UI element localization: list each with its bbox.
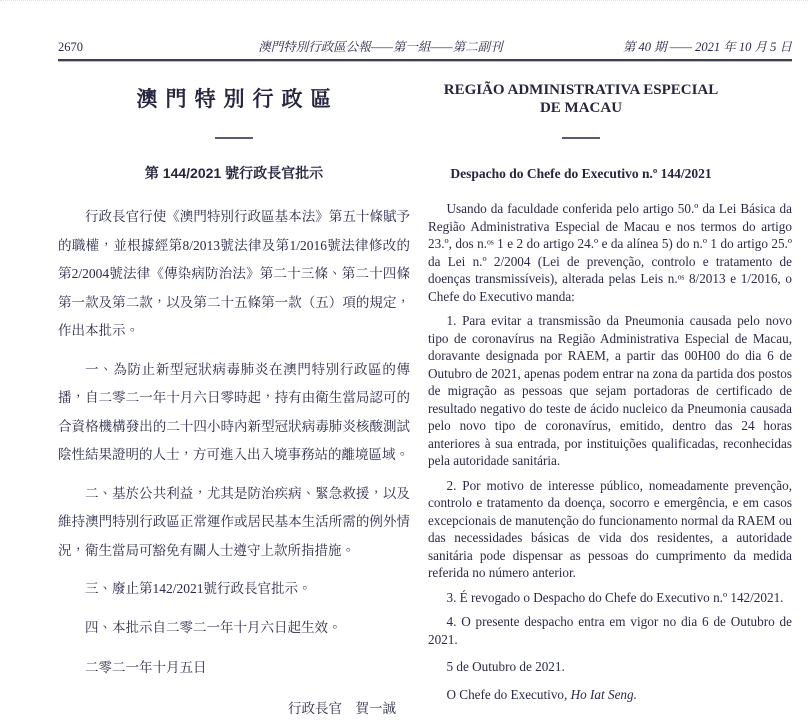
signature-pt: [428, 686, 792, 704]
paragraph-pt-preamble: Usando da faculdade conferida pelo artigo 50.º da Lei Básica da Região Administrativa Especial de Macau e nos termos do artigo 23.º, dos n.ᵒˢ 1 e 2 do artigo 24.º e da alínea 5) do n.º 1 do artigo 25.º da Lei n.º 2/2004 (Lei de prevenção, controlo e tratamento de doenças transmissíveis), alterada pelas Leis n.ᵒˢ 8/2013 e 1/2016, o Chefe do Executivo manda:: [428, 200, 792, 305]
signature-pt-prefix: O Chefe do Executivo,: [446, 687, 570, 702]
two-column-body: [58, 73, 792, 697]
paragraph-pt-item-3: 3. É revogado o Despacho do Chefe do Executivo n.º 142/2021.: [428, 589, 792, 607]
running-header: [58, 37, 792, 55]
chinese-column: [58, 73, 410, 697]
paragraph-pt-item-2: 2. Por motivo de interesse público, nomeadamente prevenção, controlo e tratamento da doença, socorro e emergência, e em casos excepcionais de manutenção do funcionamento normal da RAEM ou das necessidades básicas de vida dos residentes, a autoridade sanitária pode dispensar as pessoas do cumprimento da medida referida no número anterior.: [428, 477, 792, 582]
header-rule: [58, 59, 792, 62]
gazette-series-title: 澳門特別行政區公報——第一組——第二副刊: [258, 37, 502, 55]
region-title-pt: [428, 81, 734, 117]
portuguese-column: [428, 73, 792, 697]
issue-number-date: 第 40 期 —— 2021 年 10 月 5 日: [623, 37, 792, 55]
region-title-pt-line2: DE MACAU: [540, 100, 622, 116]
paragraph-zh-item-2: 二、基於公共利益，尤其是防治疾病、緊急救援，以及維持澳門特別行政區正常運作或居民基本生活所需的例外情況，衛生當局可豁免有關人士遵守上款所指措施。: [58, 480, 410, 566]
paragraph-zh-item-1: 一、為防止新型冠狀病毒肺炎在澳門特別行政區的傳播，自二零二一年十月六日零時起，持有由衛生當局認可的合資格機構發出的二十四小時內新型冠狀病毒肺炎核酸測試陰性結果證明的人士，方可進入出入境事務站的離境區域。: [58, 356, 410, 470]
paragraph-pt-item-4: 4. O presente despacho entra em vigor no dia 6 de Outubro de 2021.: [428, 613, 792, 648]
decree-heading-pt: Despacho do Chefe do Executivo n.º 144/2021: [428, 165, 734, 182]
date-line-pt: 5 de Outubro de 2021.: [428, 658, 792, 676]
page-number: 2670: [58, 40, 138, 55]
portuguese-heading-group: [428, 81, 734, 182]
region-title-zh: 澳門特別行政區: [58, 85, 410, 113]
date-line-zh: 二零二一年十月五日: [58, 654, 410, 683]
section-divider-zh: [215, 137, 253, 139]
region-title-pt-line1: REGIÃO ADMINISTRATIVA ESPECIAL: [444, 82, 719, 98]
paragraph-zh-item-4: 四、本批示自二零二一年十月六日起生效。: [58, 614, 410, 643]
signature-zh: 行政長官 賀一誠: [58, 695, 410, 723]
section-divider-pt: [562, 137, 600, 139]
paragraph-zh-item-3: 三、廢止第142/2021號行政長官批示。: [58, 575, 410, 604]
paragraph-zh-preamble: 行政長官行使《澳門特別行政區基本法》第五十條賦予的職權，並根據經第8/2013號法律及第1/2016號法律修改的第2/2004號法律《傳染病防治法》第二十三條、第二十四條第一款及第二款，以及第二十五條第一款（五）項的規定，作出本批示。: [58, 203, 410, 346]
signature-pt-name: Ho Iat Seng.: [571, 687, 637, 702]
decree-heading-zh: 第 144/2021 號行政長官批示: [58, 165, 410, 182]
paragraph-pt-item-1: 1. Para evitar a transmissão da Pneumonia causada pelo novo tipo de coronavírus na Região Administrativa Especial de Macau, doravante designada por RAEM, a partir das 00H00 do dia 6 de Outubro de 2021, apenas podem entrar na zona da partida dos postos de migração as pessoas que sejam portadoras de certificado de resultado negativo do teste de ácido nucleico da Pneumonia causada pelo novo tipo de coronavírus, emitido, dentro das 24 horas anteriores à sua entrada, por instituições qualificadas, reconhecidas pela autoridade sanitária.: [428, 312, 792, 470]
